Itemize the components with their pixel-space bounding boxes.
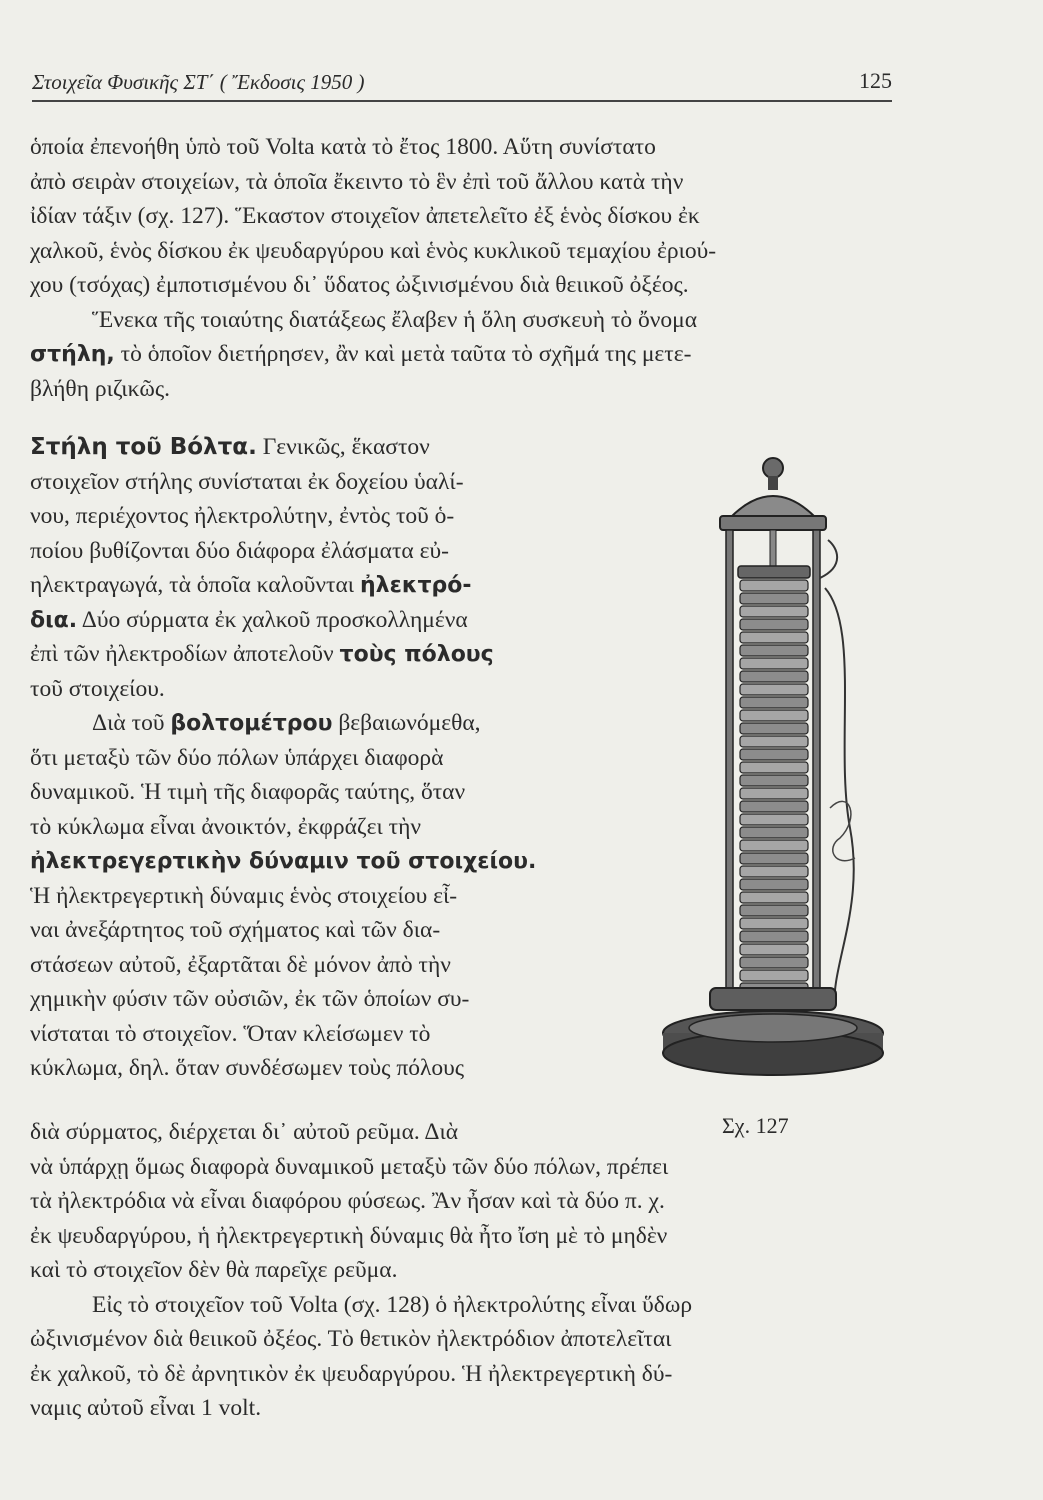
- text-span: βεβαιωνόμεθα,: [332, 710, 481, 736]
- pile-disc: [740, 619, 808, 630]
- pile-disc: [740, 697, 808, 708]
- text-line: διὰ σύρματος, διέρχεται δι᾽ αὐτοῦ ρεῦμα. Διὰ: [30, 1119, 459, 1145]
- pile-disc: [740, 671, 808, 682]
- text-line: δυναμικοῦ. Ἡ τιμὴ τῆς διαφορᾶς ταύτης, ὅταν: [30, 779, 466, 805]
- text-line: χημικὴν φύσιν τῶν οὐσιῶν, ἐκ τῶν ὁποίων συ-: [30, 986, 470, 1012]
- text-line: ναμις αὐτοῦ εἶναι 1 volt.: [30, 1395, 262, 1421]
- text-line: [30, 844, 630, 879]
- figure-caption: Σχ. 127: [722, 1113, 789, 1138]
- text-line: ποίου βυθίζονται δύο διάφορα ἐλάσματα εὐ-: [30, 537, 449, 564]
- text-line: νὰ ὑπάρχῃ ὅμως διαφορὰ δυναμικοῦ μεταξὺ τῶν δύο πόλων, πρέπει: [30, 1153, 669, 1180]
- volta-pile-drawing: [660, 448, 920, 1088]
- intro-paragraphs: [30, 130, 900, 406]
- text-line: βλήθη ριζικῶς.: [30, 375, 171, 402]
- disc-stack: [740, 580, 808, 994]
- page-number: 125: [859, 68, 892, 93]
- pile-disc: [740, 827, 808, 838]
- pile-disc: [740, 918, 808, 929]
- pile-disc: [740, 645, 808, 656]
- pile-disc: [740, 684, 808, 695]
- pile-disc: [740, 710, 808, 721]
- pile-disc: [740, 658, 808, 669]
- text-line: νίσταται τὸ στοιχεῖον. Ὅταν κλείσωμεν τὸ: [30, 1020, 431, 1047]
- pile-disc: [740, 632, 808, 643]
- text-line: ἰδίαν τάξιν (σχ. 127). Ἕκαστον στοιχεῖον ἀπετελεῖτο ἐξ ἑνὸς δίσκου ἐκ: [30, 203, 700, 229]
- text-line: ὁποία ἐπενοήθη ὑπὸ τοῦ Volta κατὰ τὸ ἔτος 1800. Αὕτη συνίστατο: [30, 134, 656, 160]
- text-line: [30, 337, 900, 372]
- text-line: [30, 568, 630, 603]
- pile-disc: [740, 593, 808, 604]
- pile-disc: [740, 606, 808, 617]
- text-line: στοιχεῖον στήλης συνίσταται ἐκ δοχείου ὑαλί-: [30, 468, 464, 495]
- term-emf: ἠλεκτρεγερτικὴν δύναμιν τοῦ στοιχείου.: [30, 849, 537, 874]
- text-span: Δύο σύρματα ἐκ χαλκοῦ προσκολλημένα: [77, 606, 468, 633]
- pile-disc: [740, 879, 808, 890]
- text-line: κύκλωμα, δηλ. ὅταν συνδέσωμεν τοὺς πόλους: [30, 1055, 465, 1081]
- closing-paragraphs: [30, 1115, 910, 1426]
- text-span: Ἕνεκα τῆς τοιαύτης διατάξεως ἔλαβεν ἡ ὅλη συσκευὴ τὸ ὄνομα: [92, 306, 698, 333]
- text-line: χαλκοῦ, ἑνὸς δίσκου ἐκ ψευδαργύρου καὶ ἑνὸς κυκλικοῦ τεμαχίου ἐριού-: [30, 237, 717, 264]
- pile-disc: [740, 814, 808, 825]
- term-stili: στήλη,: [30, 342, 115, 367]
- pile-disc: [740, 749, 808, 760]
- text-span: Εἰς τὸ στοιχεῖον τοῦ Volta (σχ. 128) ὁ ἠλεκτρολύτης εἶναι ὕδωρ: [92, 1291, 693, 1318]
- pile-disc: [740, 931, 808, 942]
- text-line: [30, 603, 630, 638]
- text-line: ἐκ ψευδαργύρου, ἡ ἠλεκτρεγερτικὴ δύναμις θὰ ἦτο ἴση μὲ τὸ μηδὲν: [30, 1222, 668, 1249]
- text-line: Ἡ ἠλεκτρεγερτικὴ δύναμις ἑνὸς στοιχείου εἶ-: [30, 882, 458, 909]
- text-line: [30, 1288, 910, 1323]
- text-line: τὰ ἠλεκτρόδια νὰ εἶναι διαφόρου φύσεως. Ἂν ἦσαν καὶ τὰ δύο π. χ.: [30, 1188, 665, 1214]
- text-span: ηλεκτραγωγά, τὰ ὁποῖα καλοῦνται: [30, 572, 360, 598]
- term-poles: τοὺς πόλους: [339, 642, 494, 667]
- text-line: ἐκ χαλκοῦ, τὸ δὲ ἀρνητικὸν ἐκ ψευδαργύρου. Ἡ ἠλεκτρεγερτικὴ δύ-: [30, 1360, 673, 1387]
- text-line: ὅτι μεταξὺ τῶν δύο πόλων ὑπάρχει διαφορὰ: [30, 744, 444, 771]
- text-line: ναι ἀνεξάρτητος τοῦ σχήματος καὶ τῶν δια-: [30, 917, 441, 943]
- term-electrodes-end: δια.: [30, 607, 78, 633]
- text-line: χου (τσόχας) ἐμποτισμένου δι᾽ ὕδατος ὠξινισμένου διὰ θειικοῦ ὀξέος.: [30, 272, 689, 298]
- text-line: [30, 430, 630, 465]
- text-span: ἐπὶ τῶν ἠλεκτροδίων ἀποτελοῦν: [30, 641, 340, 667]
- text-line: [30, 706, 630, 741]
- term-voltmeter: βολτομέτρου: [170, 711, 333, 736]
- term-electrodes: ἠλεκτρό-: [360, 573, 472, 598]
- text-line: νου, περιέχοντος ἠλεκτρολύτην, ἐντὸς τοῦ ὁ-: [30, 503, 455, 529]
- pile-disc: [740, 944, 808, 955]
- text-line: τοῦ στοιχείου.: [30, 675, 165, 702]
- text-span: Διὰ τοῦ: [92, 710, 171, 736]
- text-line: [30, 303, 900, 338]
- page-header: [32, 66, 892, 102]
- pile-disc: [740, 892, 808, 903]
- volta-pile-section: [30, 430, 630, 1086]
- pile-disc: [740, 580, 808, 591]
- text-span: Γενικῶς, ἕκαστον: [256, 434, 430, 460]
- text-line: τὸ κύκλωμα εἶναι ἀνοικτόν, ἐκφράζει τὴν: [30, 813, 422, 840]
- text-line: καὶ τὸ στοιχεῖον δὲν θὰ παρεῖχε ρεῦμα.: [30, 1257, 398, 1283]
- text-line: ὠξινισμένον διὰ θειικοῦ ὀξέος. Τὸ θετικὸν ἠλεκτρόδιον ἀποτελεῖται: [30, 1326, 672, 1352]
- section-heading: Στήλη τοῦ Βόλτα.: [30, 434, 257, 460]
- pile-disc: [740, 840, 808, 851]
- volta-pile-illustration: [660, 448, 920, 1088]
- text-line: στάσεων αὐτοῦ, ἐξαρτᾶται δὲ μόνον ἀπὸ τὴν: [30, 951, 451, 978]
- pile-disc: [740, 736, 808, 747]
- pile-disc: [740, 905, 808, 916]
- pile-disc: [740, 775, 808, 786]
- text-span: τὸ ὁποῖον διετήρησεν, ἂν καὶ μετὰ ταῦτα τὸ σχῆμά της μετε-: [114, 341, 692, 367]
- pile-disc: [740, 957, 808, 968]
- pile-disc: [740, 723, 808, 734]
- pile-disc: [740, 788, 808, 799]
- pile-disc: [740, 801, 808, 812]
- pile-disc: [740, 853, 808, 864]
- running-title: Στοιχεῖα Φυσικῆς ΣΤ΄ ( Ἔκδοσις 1950 ): [32, 70, 365, 94]
- pile-disc: [740, 866, 808, 877]
- pile-disc: [740, 970, 808, 981]
- text-line: [30, 637, 630, 672]
- text-line: ἀπὸ σειρὰν στοιχείων, τὰ ὁποῖα ἔκειντο τὸ ἓν ἐπὶ τοῦ ἄλλου κατὰ τὴν: [30, 168, 684, 195]
- pile-disc: [740, 762, 808, 773]
